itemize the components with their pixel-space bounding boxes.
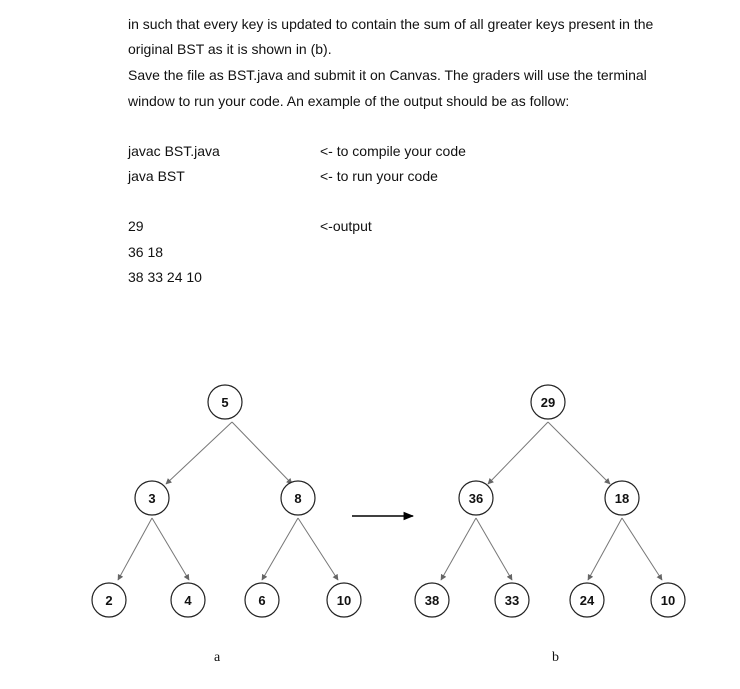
edge-b-36-38 xyxy=(441,518,476,580)
instruction-line-3: Save the file as BST.java and submit it on Canvas. The graders will use the terminal xyxy=(128,67,647,83)
svg-text:3: 3 xyxy=(148,491,156,506)
node-a-leaf-1 xyxy=(92,583,126,617)
node-a-root xyxy=(208,385,242,419)
output-line-3: 38 33 24 10 xyxy=(128,269,202,285)
instruction-line-4: window to run your code. An example of the output should be as follow: xyxy=(128,93,570,109)
node-a-leaf-4 xyxy=(327,583,361,617)
edge-a-5-3 xyxy=(166,422,232,484)
instruction-line-2: original BST as it is shown in (b). xyxy=(128,41,332,57)
node-b-leaf-1 xyxy=(415,583,449,617)
node-a-leaf-3 xyxy=(245,583,279,617)
node-b-right xyxy=(605,481,639,515)
edge-b-18-10 xyxy=(622,518,662,580)
node-b-leaf-2 xyxy=(495,583,529,617)
svg-text:6: 6 xyxy=(258,593,266,608)
edge-b-29-18 xyxy=(548,422,610,484)
compile-command: javac BST.java xyxy=(128,143,220,159)
svg-text:10: 10 xyxy=(336,593,352,608)
instruction-line-1: in such that every key is updated to contain the sum of all greater keys present in the xyxy=(128,16,654,32)
edge-a-3-2 xyxy=(118,518,152,580)
svg-text:18: 18 xyxy=(614,491,630,506)
svg-text:8: 8 xyxy=(294,491,302,506)
caption-a: a xyxy=(214,650,221,665)
node-b-root xyxy=(531,385,565,419)
output-line-2: 36 18 xyxy=(128,244,164,260)
edge-a-5-8 xyxy=(232,422,292,484)
output-line-1: 29 xyxy=(128,218,144,234)
compile-comment: <- to compile your code xyxy=(320,143,466,159)
run-command: java BST xyxy=(128,168,185,184)
node-b-leaf-3 xyxy=(570,583,604,617)
svg-text:24: 24 xyxy=(579,593,595,608)
edge-b-36-33 xyxy=(476,518,512,580)
node-a-right xyxy=(281,481,315,515)
node-a-leaf-2 xyxy=(171,583,205,617)
node-a-left xyxy=(135,481,169,515)
edge-a-8-10 xyxy=(298,518,338,580)
svg-text:36: 36 xyxy=(468,491,484,506)
svg-text:33: 33 xyxy=(504,593,520,608)
node-b-left xyxy=(459,481,493,515)
run-comment: <- to run your code xyxy=(320,168,438,184)
svg-text:5: 5 xyxy=(221,395,229,410)
svg-text:4: 4 xyxy=(184,593,192,608)
edge-a-3-4 xyxy=(152,518,189,580)
svg-text:29: 29 xyxy=(540,395,556,410)
svg-text:38: 38 xyxy=(424,593,440,608)
svg-text:10: 10 xyxy=(660,593,676,608)
output-comment: <-output xyxy=(320,218,372,234)
svg-text:2: 2 xyxy=(105,593,113,608)
edge-a-8-6 xyxy=(262,518,298,580)
node-b-leaf-4 xyxy=(651,583,685,617)
caption-b: b xyxy=(552,650,559,665)
edge-b-18-24 xyxy=(588,518,622,580)
edge-b-29-36 xyxy=(488,422,548,484)
